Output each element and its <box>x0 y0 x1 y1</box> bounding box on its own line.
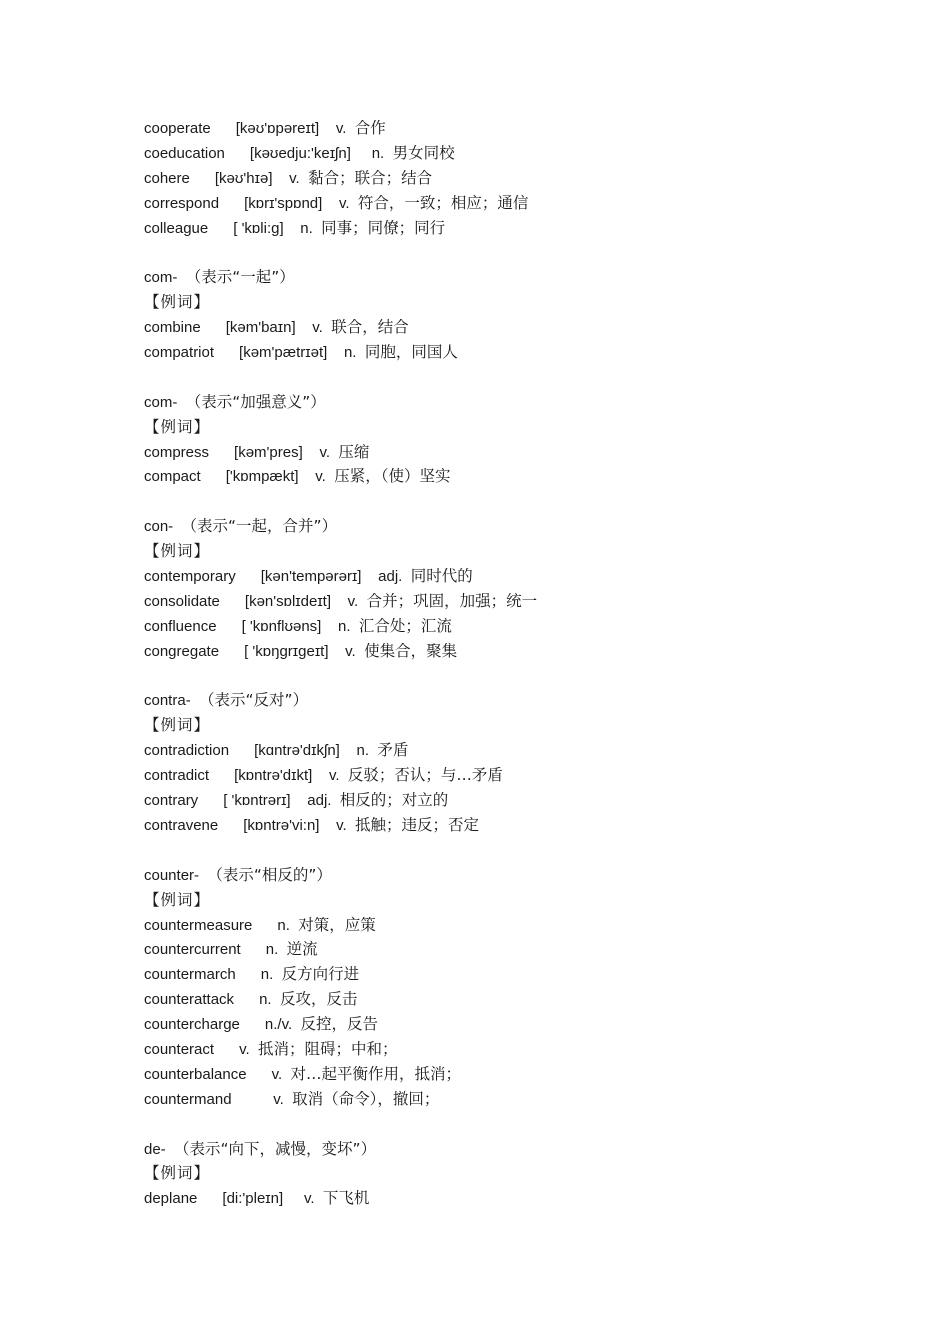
entry-part-of-speech: v. <box>319 443 330 461</box>
spacer <box>232 1091 274 1108</box>
entry-part-of-speech: v. <box>336 816 347 834</box>
blank-line <box>144 489 904 514</box>
entry-word: combine <box>144 319 201 337</box>
entry-meaning: 反驳；否认；与…矛盾 <box>347 766 503 785</box>
spacer <box>350 195 358 212</box>
spacer <box>236 568 261 585</box>
entry-phonetic: [kɒntrə'dɪkt] <box>234 767 313 785</box>
entry-part-of-speech: n. <box>300 219 313 237</box>
vocab-entry <box>144 639 904 664</box>
entry-word: coeducation <box>144 144 225 162</box>
vocab-entry <box>144 813 904 838</box>
spacer <box>208 220 233 237</box>
example-label-text: 【例词】 <box>144 293 211 312</box>
entry-part-of-speech: v. <box>345 642 356 660</box>
example-label-text: 【例词】 <box>144 890 211 909</box>
spacer <box>312 767 329 784</box>
spacer <box>247 1066 272 1083</box>
entry-word: contravene <box>144 816 219 834</box>
spacer <box>331 593 348 610</box>
spacer <box>299 468 316 485</box>
spacer <box>321 618 338 635</box>
entry-phonetic: [kəm'baɪn] <box>225 319 296 337</box>
entry-part-of-speech: n. <box>356 742 370 760</box>
entry-phonetic: [kəm'pætrɪət] <box>239 344 328 362</box>
spacer <box>323 319 331 336</box>
entry-part-of-speech: n. <box>265 941 279 959</box>
entry-word: colleague <box>144 219 209 237</box>
entry-meaning: 汇合处；汇流 <box>358 616 452 635</box>
entry-word: compact <box>144 468 201 486</box>
vocab-entry <box>144 614 904 639</box>
prefix-name: counter- <box>144 866 200 884</box>
blank-line <box>144 1112 904 1137</box>
entry-part-of-speech: v. <box>315 468 326 486</box>
example-label-text: 【例词】 <box>144 417 211 436</box>
blank-line <box>144 365 904 390</box>
spacer <box>296 319 313 336</box>
spacer <box>166 1141 174 1158</box>
spacer <box>273 966 281 983</box>
entry-phonetic: [kəm'pres] <box>234 443 303 461</box>
vocab-entry <box>144 116 904 141</box>
example-label-text: 【例词】 <box>144 1164 211 1183</box>
entry-phonetic: [kəʊ'ɒpəreɪt] <box>235 120 320 137</box>
entry-part-of-speech: v. <box>271 1065 283 1083</box>
prefix-name: contra- <box>144 692 191 710</box>
vocab-entry <box>144 788 904 813</box>
spacer <box>319 817 336 834</box>
blank-line <box>144 838 904 863</box>
entry-meaning: 取消（命令），撤回； <box>292 1089 440 1108</box>
entry-word: contradiction <box>144 742 230 760</box>
entry-part-of-speech: n. <box>260 966 274 984</box>
vocab-entry <box>144 937 904 962</box>
spacer <box>300 170 308 187</box>
spacer <box>326 468 334 485</box>
example-label <box>144 290 904 315</box>
entry-part-of-speech: n./v. <box>264 1016 293 1034</box>
spacer <box>315 1190 323 1207</box>
spacer <box>241 941 266 958</box>
spacer <box>219 643 244 660</box>
entry-word: countercharge <box>144 1016 240 1034</box>
entry-phonetic: [kɒrɪ'spɒnd] <box>244 194 323 212</box>
vocabulary-document <box>144 116 904 1211</box>
vocab-entry <box>144 564 904 589</box>
prefix-heading <box>144 265 904 290</box>
vocab-entry <box>144 340 904 365</box>
example-label <box>144 415 904 440</box>
entry-phonetic: [kəʊedju:'keɪʃn] <box>249 144 351 162</box>
entry-meaning: 同时代的 <box>410 567 473 586</box>
entry-phonetic: [kɒntrə'vi:n] <box>243 816 320 834</box>
prefix-name: con- <box>144 518 174 536</box>
entry-phonetic: [kɑntrə'dɪkʃn] <box>254 742 340 760</box>
entry-part-of-speech: v. <box>335 120 347 137</box>
spacer <box>198 792 223 809</box>
entry-part-of-speech: n. <box>259 991 272 1009</box>
spacer <box>292 1016 300 1033</box>
spacer <box>356 344 364 361</box>
example-label-text: 【例词】 <box>144 542 211 561</box>
spacer <box>214 1041 239 1058</box>
spacer <box>340 742 357 759</box>
vocab-entry <box>144 763 904 788</box>
vocab-entry <box>144 315 904 340</box>
prefix-heading <box>144 390 904 415</box>
entry-phonetic: [kən'tempərərɪ] <box>260 568 362 586</box>
vocab-entry <box>144 166 904 191</box>
spacer <box>250 1041 258 1058</box>
entry-phonetic: [ 'kɒli:g] <box>233 219 284 237</box>
spacer <box>177 394 185 411</box>
prefix-meaning: （表示“一起，合并”） <box>181 517 338 536</box>
spacer <box>346 120 354 137</box>
spacer <box>329 643 346 660</box>
spacer <box>229 742 254 759</box>
entry-meaning: 逆流 <box>286 940 318 959</box>
entry-word: contradict <box>144 767 210 785</box>
entry-word: confluence <box>144 617 217 635</box>
spacer <box>201 319 226 336</box>
prefix-meaning: （表示“加强意义”） <box>185 392 326 411</box>
spacer <box>402 568 410 585</box>
vocab-entry <box>144 191 904 216</box>
spacer <box>331 792 339 809</box>
entry-part-of-speech: v. <box>328 767 340 785</box>
entry-phonetic: [ 'kɒŋgrɪgeɪt] <box>244 642 329 660</box>
entry-word: countermeasure <box>144 916 253 934</box>
vocab-entry <box>144 1186 904 1211</box>
spacer <box>177 269 185 286</box>
entry-meaning: 压紧，（使）坚实 <box>334 467 451 486</box>
spacer <box>322 195 339 212</box>
vocab-entry <box>144 440 904 465</box>
prefix-meaning: （表示“反对”） <box>199 691 309 710</box>
example-label <box>144 713 904 738</box>
example-label <box>144 888 904 913</box>
spacer <box>361 568 378 585</box>
prefix-name: com- <box>144 269 178 287</box>
spacer <box>313 220 321 237</box>
prefix-heading <box>144 514 904 539</box>
entry-phonetic: [kəʊ'hɪə] <box>214 169 273 187</box>
spacer <box>327 344 344 361</box>
vocab-entry <box>144 589 904 614</box>
blank-line <box>144 240 904 265</box>
vocab-entry <box>144 962 904 987</box>
entry-meaning: 对策，应策 <box>298 915 376 934</box>
spacer <box>225 145 250 162</box>
entry-meaning: 抵触；违反；否定 <box>355 815 480 834</box>
spacer <box>351 145 372 162</box>
entry-word: deplane <box>144 1190 198 1208</box>
entry-word: compatriot <box>144 344 215 362</box>
example-label <box>144 539 904 564</box>
spacer <box>214 344 239 361</box>
entry-phonetic: [ 'kɒntrərɪ] <box>223 792 291 810</box>
spacer <box>191 692 199 709</box>
spacer <box>240 1016 265 1033</box>
prefix-heading <box>144 863 904 888</box>
spacer <box>220 593 245 610</box>
blank-line <box>144 664 904 689</box>
spacer <box>283 1190 304 1207</box>
vocab-entry <box>144 987 904 1012</box>
entry-phonetic: [ 'kɒnflʊəns] <box>241 617 322 635</box>
entry-meaning: 反方向行进 <box>281 965 360 984</box>
spacer <box>384 145 392 162</box>
prefix-heading <box>144 1137 904 1162</box>
entry-part-of-speech: v. <box>347 592 359 610</box>
example-label-text: 【例词】 <box>144 716 211 735</box>
vocab-entry <box>144 1037 904 1062</box>
vocab-entry <box>144 913 904 938</box>
vocab-entry <box>144 216 904 241</box>
entry-meaning: 合并；巩固，加强；统一 <box>366 591 538 610</box>
spacer <box>284 220 301 237</box>
entry-part-of-speech: v. <box>312 319 323 337</box>
entry-word: cooperate <box>144 120 211 137</box>
entry-phonetic: [di:'pleɪn] <box>222 1190 284 1208</box>
spacer <box>190 170 215 187</box>
entry-word: congregate <box>144 642 220 660</box>
entry-meaning: 同事；同僚；同行 <box>321 218 446 237</box>
entry-word: correspond <box>144 194 220 212</box>
spacer <box>173 518 181 535</box>
entry-meaning: 反攻，反击 <box>279 990 358 1009</box>
spacer <box>217 618 242 635</box>
entry-part-of-speech: n. <box>277 916 290 934</box>
spacer <box>219 195 244 212</box>
vocab-entry <box>144 1062 904 1087</box>
entry-meaning: 相反的；对立的 <box>339 791 449 810</box>
spacer <box>284 1091 292 1108</box>
entry-part-of-speech: v. <box>239 1040 250 1058</box>
entry-meaning: 黏合；联合；结合 <box>308 168 433 187</box>
spacer <box>278 941 286 958</box>
spacer <box>234 991 259 1008</box>
prefix-meaning: （表示“相反的”） <box>207 865 332 884</box>
spacer <box>347 817 355 834</box>
entry-meaning: 联合，结合 <box>331 318 409 337</box>
spacer <box>340 767 348 784</box>
entry-word: compress <box>144 443 210 461</box>
entry-meaning: 同胞，同国人 <box>364 343 458 362</box>
entry-part-of-speech: n. <box>371 144 385 162</box>
spacer <box>303 444 320 461</box>
entry-phonetic: ['kɒmpækt] <box>225 468 299 486</box>
prefix-name: de- <box>144 1140 166 1158</box>
entry-phonetic: [kən'sɒlɪdeɪt] <box>244 592 331 610</box>
entry-word: counteract <box>144 1040 215 1058</box>
entry-meaning: 下飞机 <box>322 1189 370 1208</box>
entry-meaning: 男女同校 <box>392 143 455 162</box>
entry-word: contrary <box>144 792 199 810</box>
entry-part-of-speech: adj. <box>307 792 332 810</box>
spacer <box>291 792 308 809</box>
entry-meaning: 反控，反告 <box>300 1015 379 1034</box>
prefix-meaning: （表示“向下，减慢，变坏”） <box>174 1139 377 1158</box>
entry-part-of-speech: v. <box>304 1190 315 1208</box>
spacer <box>272 170 289 187</box>
entry-word: countermand <box>144 1090 232 1108</box>
vocab-entry <box>144 738 904 763</box>
prefix-name: com- <box>144 393 178 411</box>
spacer <box>218 817 243 834</box>
entry-word: counterattack <box>144 991 235 1009</box>
entry-word: counterbalance <box>144 1065 247 1083</box>
spacer <box>236 966 261 983</box>
spacer <box>209 767 234 784</box>
vocab-entry <box>144 1012 904 1037</box>
entry-meaning: 使集合，聚集 <box>364 641 458 660</box>
spacer <box>272 991 280 1008</box>
spacer <box>282 1066 290 1083</box>
spacer <box>252 917 277 934</box>
entry-part-of-speech: v. <box>338 194 350 212</box>
vocab-entry <box>144 464 904 489</box>
example-label <box>144 1161 904 1186</box>
entry-part-of-speech: n. <box>343 344 357 362</box>
entry-meaning: 矛盾 <box>377 741 409 760</box>
entry-meaning: 符合，一致；相应；通信 <box>357 193 529 212</box>
entry-part-of-speech: v. <box>273 1090 284 1108</box>
vocab-entry <box>144 1087 904 1112</box>
entry-meaning: 合作 <box>354 119 386 137</box>
entry-part-of-speech: v. <box>289 169 300 187</box>
spacer <box>358 593 366 610</box>
spacer <box>197 1190 222 1207</box>
entry-part-of-speech: adj. <box>378 568 403 586</box>
spacer <box>356 643 364 660</box>
entry-word: countercurrent <box>144 941 241 959</box>
spacer <box>209 444 234 461</box>
spacer <box>319 120 336 137</box>
prefix-meaning: （表示“一起”） <box>185 268 295 287</box>
entry-word: cohere <box>144 169 190 187</box>
entry-part-of-speech: n. <box>338 617 351 635</box>
entry-word: countermarch <box>144 966 236 984</box>
entry-meaning: 对…起平衡作用，抵消； <box>290 1064 462 1083</box>
entry-word: contemporary <box>144 568 236 586</box>
entry-meaning: 压缩 <box>338 442 370 461</box>
entry-word: consolidate <box>144 592 220 610</box>
spacer <box>211 120 236 137</box>
entry-meaning: 抵消；阻碍；中和； <box>257 1039 398 1058</box>
spacer <box>351 618 359 635</box>
spacer <box>201 468 226 485</box>
prefix-heading <box>144 688 904 713</box>
vocab-entry <box>144 141 904 166</box>
